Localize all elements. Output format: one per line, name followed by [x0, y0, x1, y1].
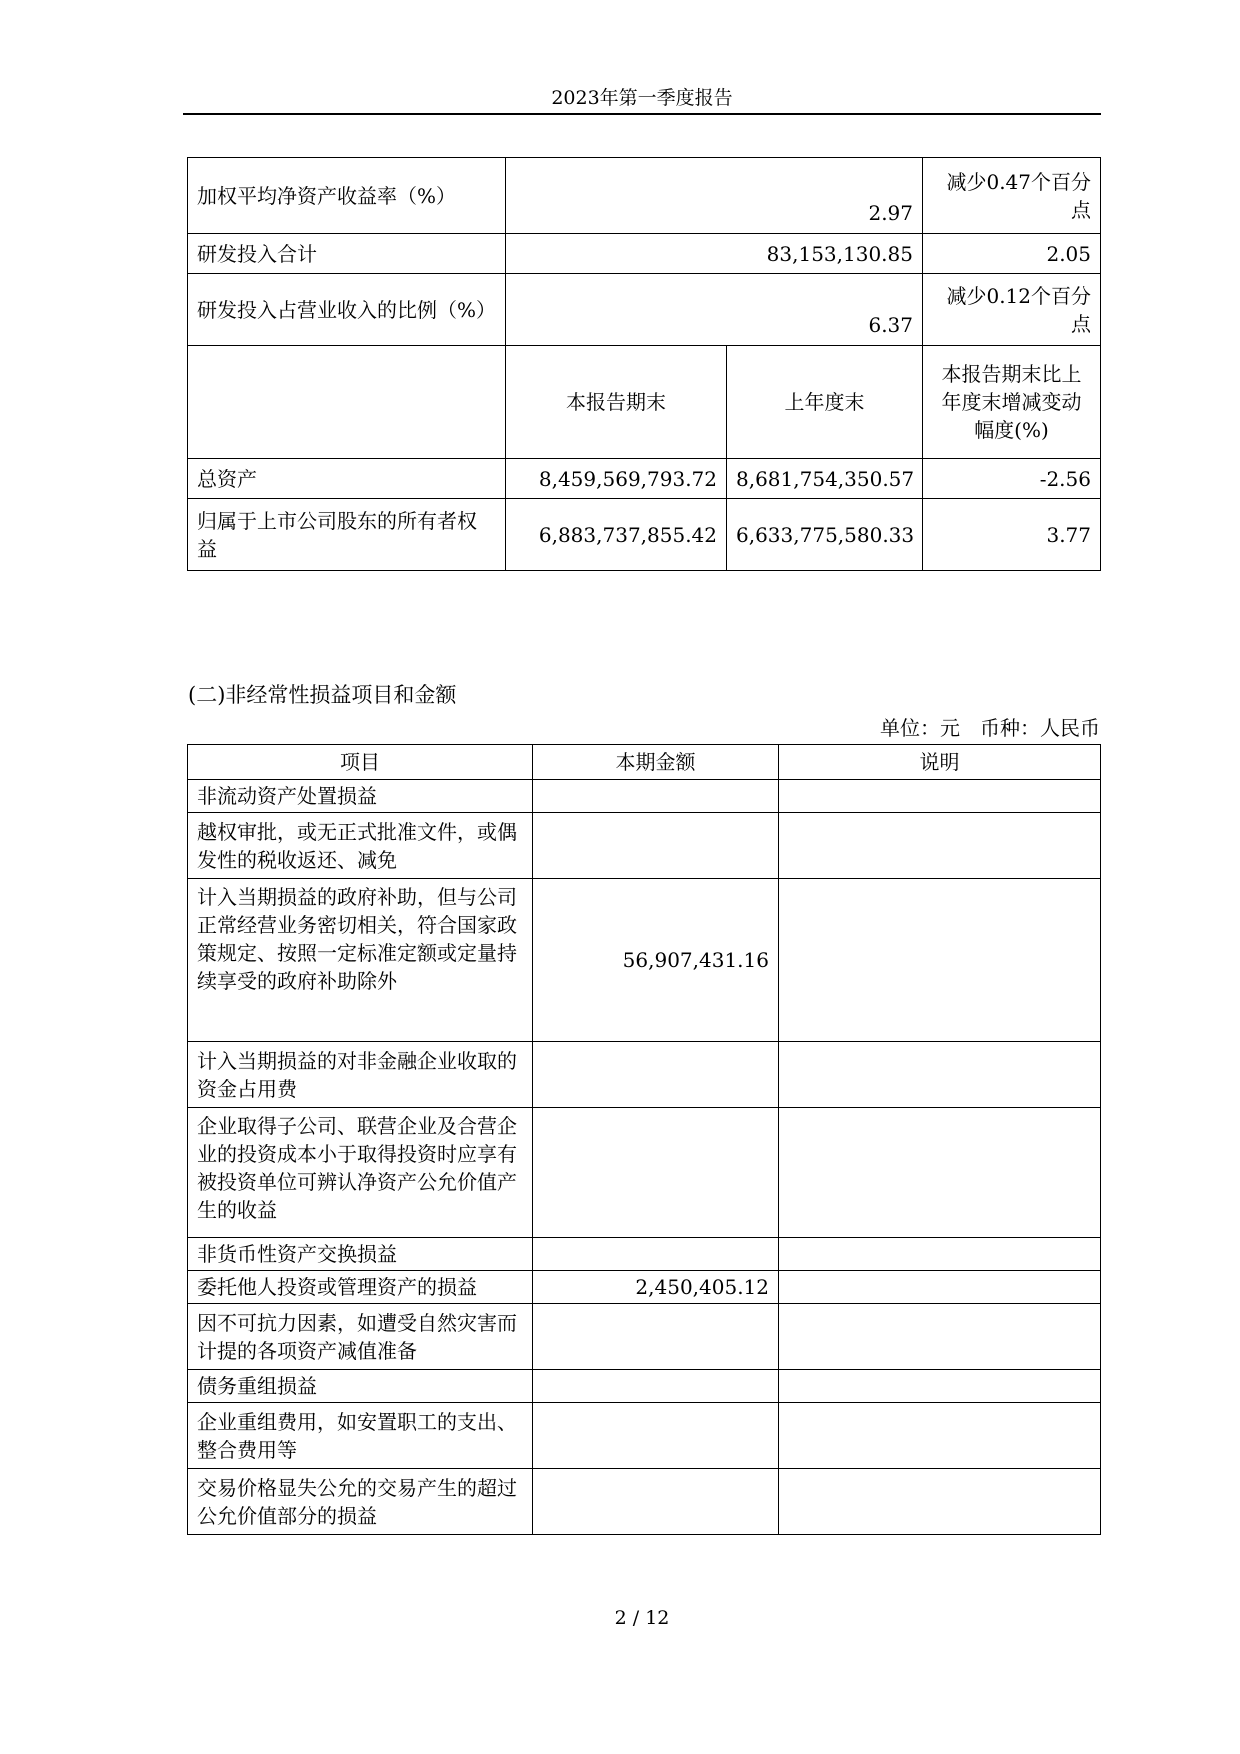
- row-value: 83,153,130.85: [506, 234, 923, 274]
- row-change: -2.56: [923, 459, 1101, 499]
- amount-cell: [533, 1304, 779, 1370]
- note-cell: [779, 780, 1101, 813]
- col-amount-header: 本期金额: [533, 745, 779, 780]
- row-current: 6,883,737,855.42: [506, 499, 727, 571]
- amount-cell: [533, 1469, 779, 1535]
- row-label: 研发投入合计: [188, 234, 506, 274]
- table-row: [188, 1271, 1101, 1304]
- table-row: [188, 1304, 1101, 1370]
- amount-cell: [533, 1108, 779, 1238]
- note-cell: [779, 813, 1101, 879]
- row-value: 2.97: [506, 158, 923, 234]
- table-row: [188, 780, 1101, 813]
- amount-cell: [533, 780, 779, 813]
- unit-note: 单位：元 币种：人民币: [880, 716, 1100, 740]
- item-cell: 交易价格显失公允的交易产生的超过公允价值部分的损益: [188, 1469, 533, 1535]
- row-prev: 6,633,775,580.33: [727, 499, 923, 571]
- item-cell: 计入当期损益的对非金融企业收取的资金占用费: [188, 1042, 533, 1108]
- row-change: 减少0.12个百分点: [923, 274, 1101, 346]
- note-cell: [779, 1238, 1101, 1271]
- note-cell: [779, 879, 1101, 1042]
- table-row: [188, 274, 1101, 346]
- note-cell: [779, 1108, 1101, 1238]
- table-row: [188, 1370, 1101, 1403]
- table-row: [188, 158, 1101, 234]
- row-change: 减少0.47个百分点: [923, 158, 1101, 234]
- item-cell: 因不可抗力因素，如遭受自然灾害而计提的各项资产减值准备: [188, 1304, 533, 1370]
- subheader-row: [188, 346, 1101, 459]
- page-number: 2 / 12: [614, 1607, 670, 1629]
- item-cell: 非货币性资产交换损益: [188, 1238, 533, 1271]
- table-row: [188, 459, 1101, 499]
- amount-cell: 56,907,431.16: [533, 879, 779, 1042]
- amount-cell: 2,450,405.12: [533, 1271, 779, 1304]
- table-row: [188, 879, 1101, 1042]
- amount-cell: [533, 813, 779, 879]
- row-prev: 8,681,754,350.57: [727, 459, 923, 499]
- row-change: 2.05: [923, 234, 1101, 274]
- row-value: 6.37: [506, 274, 923, 346]
- item-cell: 委托他人投资或管理资产的损益: [188, 1271, 533, 1304]
- header-divider: [183, 113, 1101, 115]
- item-cell: 越权审批，或无正式批准文件，或偶发性的税收返还、减免: [188, 813, 533, 879]
- row-label: 加权平均净资产收益率（%）: [188, 158, 506, 234]
- key-financials-table: [187, 157, 1101, 571]
- item-cell: 非流动资产处置损益: [188, 780, 533, 813]
- col-change-header: 本报告期末比上年度末增减变动幅度(%): [923, 346, 1101, 459]
- note-cell: [779, 1370, 1101, 1403]
- row-change: 3.77: [923, 499, 1101, 571]
- header-row: [188, 745, 1101, 780]
- item-cell: 企业取得子公司、联营企业及合营企业的投资成本小于取得投资时应享有被投资单位可辨认净资产公允价值产生的收益: [188, 1108, 533, 1238]
- col-current-header: 本报告期末: [506, 346, 727, 459]
- amount-cell: [533, 1370, 779, 1403]
- item-cell: 债务重组损益: [188, 1370, 533, 1403]
- table-row: [188, 1042, 1101, 1108]
- page-header: 2023年第一季度报告: [551, 87, 733, 109]
- row-label: 研发投入占营业收入的比例（%）: [188, 274, 506, 346]
- note-cell: [779, 1403, 1101, 1469]
- table-row: [188, 813, 1101, 879]
- item-cell: 企业重组费用，如安置职工的支出、整合费用等: [188, 1403, 533, 1469]
- section-title: (二)非经常性损益项目和金额: [188, 683, 457, 707]
- table-row: [188, 1108, 1101, 1238]
- amount-cell: [533, 1042, 779, 1108]
- table-row: [188, 1403, 1101, 1469]
- amount-cell: [533, 1238, 779, 1271]
- row-label: 归属于上市公司股东的所有者权益: [188, 499, 506, 571]
- row-current: 8,459,569,793.72: [506, 459, 727, 499]
- non-recurring-items-table: [187, 744, 1101, 1535]
- note-cell: [779, 1469, 1101, 1535]
- empty-cell: [188, 346, 506, 459]
- note-cell: [779, 1042, 1101, 1108]
- col-note-header: 说明: [779, 745, 1101, 780]
- note-cell: [779, 1271, 1101, 1304]
- table-row: [188, 1238, 1101, 1271]
- col-item-header: 项目: [188, 745, 533, 780]
- table-row: [188, 499, 1101, 571]
- table-row: [188, 234, 1101, 274]
- row-label: 总资产: [188, 459, 506, 499]
- note-cell: [779, 1304, 1101, 1370]
- table-row: [188, 1469, 1101, 1535]
- item-cell: 计入当期损益的政府补助，但与公司正常经营业务密切相关，符合国家政策规定、按照一定标准定额或定量持续享受的政府补助除外: [188, 879, 533, 1042]
- amount-cell: [533, 1403, 779, 1469]
- col-prev-header: 上年度末: [727, 346, 923, 459]
